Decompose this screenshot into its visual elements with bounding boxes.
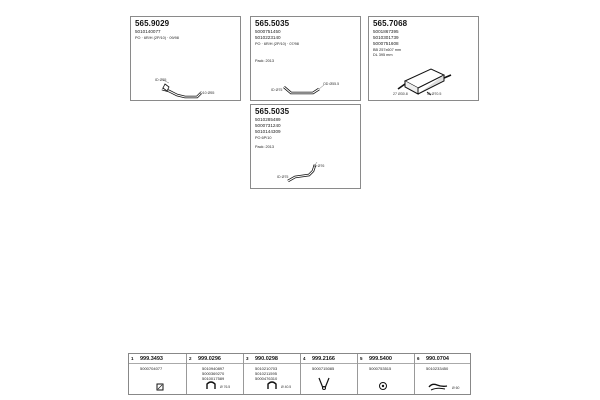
part-note: PO · 6R/H (2P/10) · 09/98 [135, 36, 179, 40]
item-reference: 5010017589 [202, 376, 225, 381]
parts-strip [128, 353, 471, 395]
part-note: BB 257x607 mm [373, 48, 402, 52]
item-number: 3 [246, 356, 249, 361]
divider [244, 363, 300, 364]
part-note: PO · 6R/H (2P/10) · 07/98 [255, 42, 299, 46]
part-number: 565.5035 [255, 107, 290, 116]
pack-note: Pack: 2013 [255, 145, 274, 149]
dimension-label: ID Ø76 [313, 164, 325, 168]
gasket-icon [156, 383, 164, 391]
dimension-label: D10 Ø55 [200, 91, 215, 95]
exhaust-pipe-drawing [251, 17, 362, 102]
strip-cell-2 [187, 354, 244, 394]
pack-note: Pack: 2013 [255, 59, 274, 63]
clamp-icon [205, 381, 217, 391]
item-reference: 5000704077 [140, 366, 163, 371]
hanger-icon [317, 376, 331, 390]
diagram-box-1 [130, 16, 241, 101]
part-note: DL 395 mm [373, 53, 393, 57]
dimension-label: Ø 40.5 [281, 385, 292, 389]
dimension-label: ID Ø75 [271, 88, 283, 92]
item-reference: 5000369270 [202, 371, 225, 376]
dimension-label: ID Ø75 [277, 175, 289, 179]
item-reference: 5010940897 [202, 366, 225, 371]
clamp-strap-icon [428, 382, 448, 392]
silencer-drawing [369, 17, 480, 102]
reference-number: 5010301739 [373, 35, 399, 40]
part-number: 565.7068 [373, 19, 408, 28]
item-code: 999.3493 [140, 355, 163, 362]
reference-number: 5010285489 [255, 117, 281, 122]
exhaust-pipe-drawing [251, 105, 362, 190]
reference-number: 5010223140 [255, 35, 281, 40]
item-reference: 5000476310 [255, 376, 278, 381]
reference-number: 5000731240 [255, 123, 281, 128]
reference-number: 5000751450 [255, 29, 281, 34]
part-number: 565.5035 [255, 19, 290, 28]
dimension-label: ID Ø55 [155, 78, 167, 82]
part-note: PO 6P/10 [255, 136, 272, 140]
divider [129, 363, 186, 364]
divider [358, 363, 414, 364]
dimension-label: Ø 60 [452, 386, 460, 390]
strip-cell-6 [415, 354, 470, 394]
reference-number: 5010144309 [255, 129, 281, 134]
strip-cell-1 [129, 354, 187, 394]
item-code: 999.0296 [198, 355, 221, 362]
strip-cell-3 [244, 354, 301, 394]
diagram-box-2 [250, 16, 361, 101]
exhaust-pipe-drawing [131, 17, 242, 102]
item-code: 999.5400 [369, 355, 392, 362]
diagram-box-4 [250, 104, 361, 189]
reference-number: 5010140077 [135, 29, 161, 34]
divider [415, 363, 470, 364]
item-number: 6 [417, 356, 420, 361]
item-reference: 5000715085 [312, 366, 335, 371]
dimension-label: 27 Ø30.8 [393, 92, 408, 96]
mounting-rubber-icon [378, 381, 388, 391]
strip-cell-5 [358, 354, 415, 394]
divider [187, 363, 243, 364]
diagram-box-3 [368, 16, 479, 101]
item-code: 990.0704 [426, 355, 449, 362]
dimension-label: OD Ø55.5 [323, 82, 340, 86]
divider [301, 363, 357, 364]
dimension-label: ID Ø70.5 [427, 92, 442, 96]
item-number: 1 [131, 356, 134, 361]
clamp-icon [266, 381, 278, 391]
reference-number: 5001867395 [373, 29, 399, 34]
item-code: 999.2166 [312, 355, 335, 362]
dimension-label: Ø 76.5 [220, 385, 231, 389]
item-reference: 5010233450 [426, 366, 449, 371]
part-number: 565.9029 [135, 19, 170, 28]
item-number: 2 [189, 356, 192, 361]
item-number: 5 [360, 356, 363, 361]
item-reference: 5000753515 [369, 366, 392, 371]
item-number: 4 [303, 356, 306, 361]
reference-number: 5000751608 [373, 41, 399, 46]
item-code: 990.0298 [255, 355, 278, 362]
strip-cell-4 [301, 354, 358, 394]
item-reference: 5010211595 [255, 371, 277, 376]
item-reference: 5010210703 [255, 366, 278, 371]
